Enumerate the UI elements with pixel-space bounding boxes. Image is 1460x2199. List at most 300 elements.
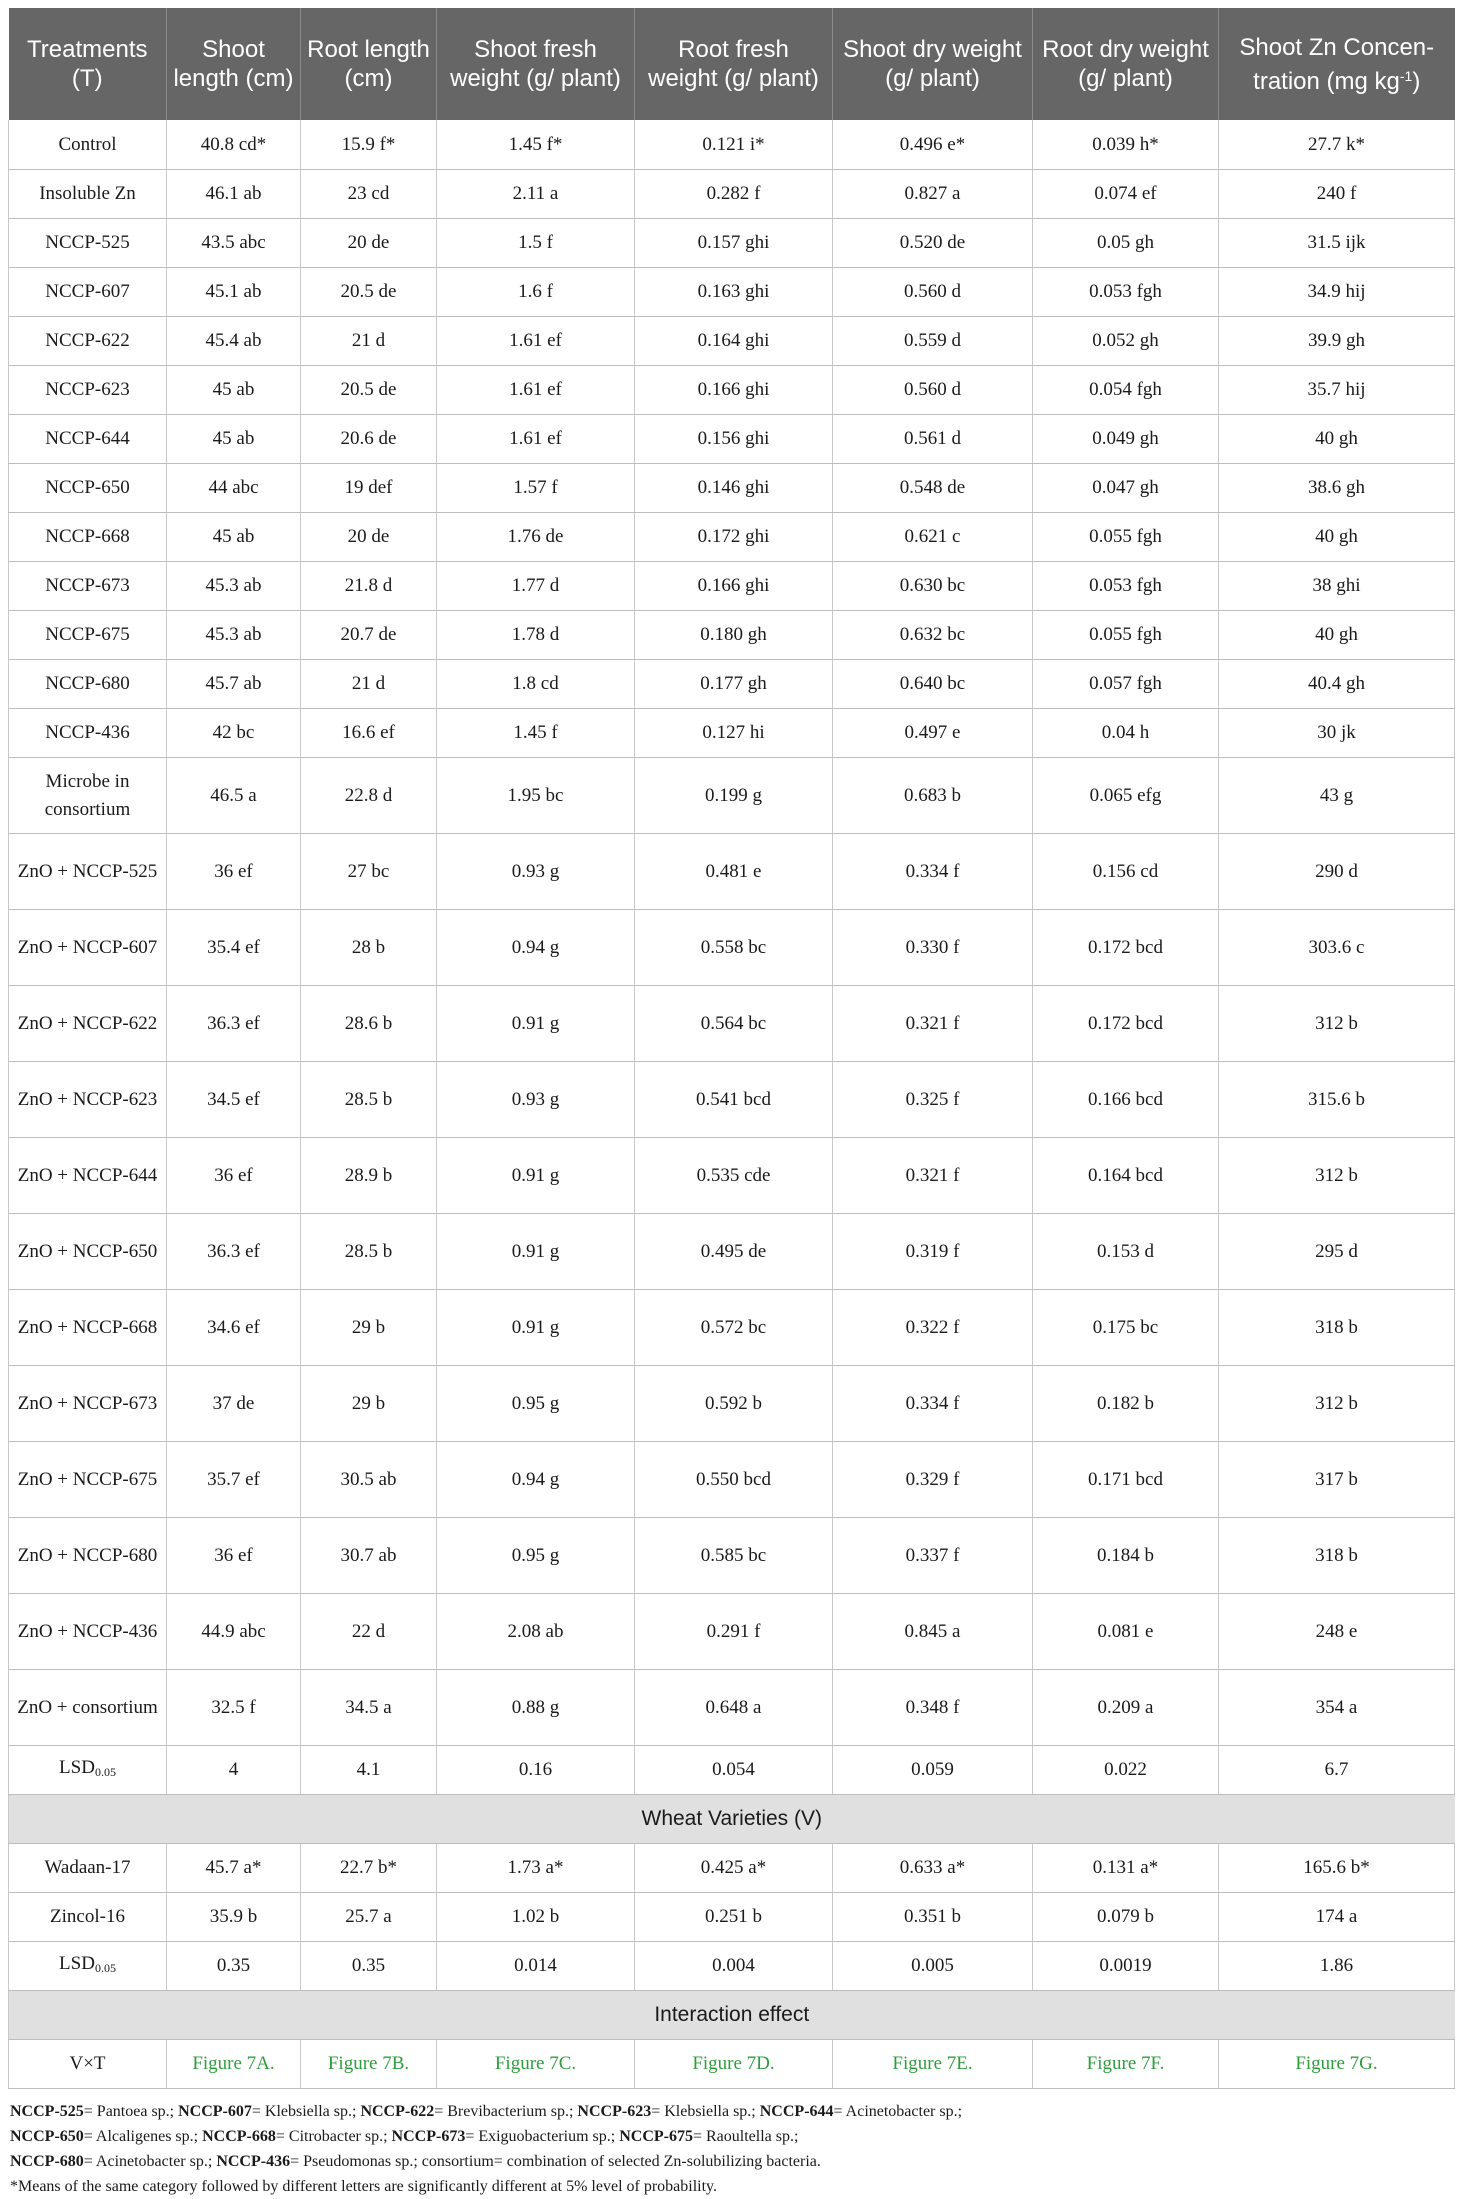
cell-root-fresh-weight: 0.146 ghi <box>635 464 833 513</box>
cell-treatment: ZnO + NCCP-680 <box>9 1518 167 1594</box>
cell-treatment: NCCP-673 <box>9 562 167 611</box>
cell-lsd-shoot-zn: 1.86 <box>1219 1942 1455 1991</box>
cell-shoot-zn: 312 b <box>1219 1138 1455 1214</box>
figure-link-root-length[interactable]: Figure 7B. <box>301 2040 437 2089</box>
strain-name: = Acinetobacter sp.; <box>833 2103 963 2120</box>
strain-name: = Brevibacterium sp.; <box>434 2103 578 2120</box>
cell-shoot-fresh-weight: 1.61 ef <box>437 415 635 464</box>
cell-root-dry-weight: 0.054 fgh <box>1033 366 1219 415</box>
cell-shoot-fresh-weight: 1.95 bc <box>437 758 635 834</box>
cell-treatment: ZnO + NCCP-607 <box>9 910 167 986</box>
cell-shoot-fresh-weight: 0.93 g <box>437 834 635 910</box>
cell-root-dry-weight: 0.05 gh <box>1033 219 1219 268</box>
cell-shoot-fresh-weight: 1.45 f <box>437 709 635 758</box>
strain-code: NCCP-673 <box>391 2128 466 2145</box>
cell-root-length: 21 d <box>301 660 437 709</box>
cell-shoot-zn: 30 jk <box>1219 709 1455 758</box>
table-row <box>9 268 1455 317</box>
cell-root-fresh-weight: 0.648 a <box>635 1670 833 1746</box>
cell-treatment: ZnO + NCCP-623 <box>9 1062 167 1138</box>
header-zn-sup: -1 <box>1399 67 1413 84</box>
strain-code: NCCP-436 <box>216 2153 291 2170</box>
cell-lsd-root-dry-weight: 0.022 <box>1033 1746 1219 1795</box>
footnote-line <box>10 2124 1454 2149</box>
strain-code: NCCP-607 <box>178 2103 252 2120</box>
cell-root-dry-weight: 0.156 cd <box>1033 834 1219 910</box>
cell-interaction-label: V×T <box>9 2040 167 2089</box>
cell-shoot-dry-weight: 0.497 e <box>833 709 1033 758</box>
figure-link-shoot-length[interactable]: Figure 7A. <box>167 2040 301 2089</box>
cell-root-dry-weight: 0.055 fgh <box>1033 611 1219 660</box>
cell-shoot-fresh-weight: 1.77 d <box>437 562 635 611</box>
cell-shoot-zn: 240 f <box>1219 170 1455 219</box>
cell-shoot-zn: 43 g <box>1219 758 1455 834</box>
cell-shoot-zn: 165.6 b* <box>1219 1844 1455 1893</box>
cell-treatment: ZnO + consortium <box>9 1670 167 1746</box>
header-zn-close: ) <box>1412 67 1421 95</box>
cell-shoot-dry-weight: 0.321 f <box>833 986 1033 1062</box>
cell-root-length: 20 de <box>301 513 437 562</box>
cell-root-fresh-weight: 0.199 g <box>635 758 833 834</box>
table-row <box>9 1214 1455 1290</box>
cell-treatment: Zincol-16 <box>9 1893 167 1942</box>
cell-shoot-zn: 312 b <box>1219 1366 1455 1442</box>
cell-shoot-fresh-weight: 0.91 g <box>437 1138 635 1214</box>
cell-treatment: ZnO + NCCP-668 <box>9 1290 167 1366</box>
section-varieties <box>9 1795 1455 1844</box>
cell-root-dry-weight: 0.053 fgh <box>1033 562 1219 611</box>
cell-lsd-shoot-length: 0.35 <box>167 1942 301 1991</box>
figure-link-root-fresh-weight[interactable]: Figure 7D. <box>635 2040 833 2089</box>
cell-lsd-shoot-zn: 6.7 <box>1219 1746 1455 1795</box>
cell-shoot-dry-weight: 0.496 e* <box>833 120 1033 170</box>
cell-root-dry-weight: 0.047 gh <box>1033 464 1219 513</box>
cell-shoot-fresh-weight: 0.95 g <box>437 1366 635 1442</box>
cell-root-length: 20.7 de <box>301 611 437 660</box>
cell-root-dry-weight: 0.209 a <box>1033 1670 1219 1746</box>
cell-root-fresh-weight: 0.550 bcd <box>635 1442 833 1518</box>
cell-shoot-zn: 295 d <box>1219 1214 1455 1290</box>
table-row <box>9 986 1455 1062</box>
strain-name: = Pseudomonas sp.; consortium= combination of selected Zn-solubilizing bacteria. <box>290 2153 821 2170</box>
cell-shoot-fresh-weight: 1.73 a* <box>437 1844 635 1893</box>
cell-shoot-fresh-weight: 1.45 f* <box>437 120 635 170</box>
cell-shoot-length: 37 de <box>167 1366 301 1442</box>
cell-shoot-zn: 290 d <box>1219 834 1455 910</box>
lsd-subscript: 0.05 <box>94 1765 116 1779</box>
cell-root-fresh-weight: 0.291 f <box>635 1594 833 1670</box>
lsd-label: LSD <box>59 1757 95 1778</box>
cell-root-dry-weight: 0.166 bcd <box>1033 1062 1219 1138</box>
strain-name: = Acinetobacter sp.; <box>83 2153 217 2170</box>
cell-root-length: 30.7 ab <box>301 1518 437 1594</box>
cell-lsd-shoot-fresh-weight: 0.16 <box>437 1746 635 1795</box>
cell-treatment: Control <box>9 120 167 170</box>
cell-treatment: NCCP-623 <box>9 366 167 415</box>
cell-shoot-dry-weight: 0.560 d <box>833 366 1033 415</box>
cell-root-length: 21.8 d <box>301 562 437 611</box>
figure-link-shoot-dry-weight[interactable]: Figure 7E. <box>833 2040 1033 2089</box>
cell-root-dry-weight: 0.053 fgh <box>1033 268 1219 317</box>
table-body <box>9 120 1455 2089</box>
cell-root-dry-weight: 0.182 b <box>1033 1366 1219 1442</box>
figure-link-shoot-fresh-weight[interactable]: Figure 7C. <box>437 2040 635 2089</box>
cell-treatment: ZnO + NCCP-436 <box>9 1594 167 1670</box>
table-row <box>9 170 1455 219</box>
cell-root-length: 28.5 b <box>301 1062 437 1138</box>
table-row <box>9 709 1455 758</box>
cell-shoot-zn: 312 b <box>1219 986 1455 1062</box>
cell-shoot-fresh-weight: 0.94 g <box>437 910 635 986</box>
cell-shoot-dry-weight: 0.640 bc <box>833 660 1033 709</box>
cell-shoot-length: 34.6 ef <box>167 1290 301 1366</box>
cell-root-dry-weight: 0.081 e <box>1033 1594 1219 1670</box>
strain-code: NCCP-525 <box>10 2103 84 2120</box>
table-row <box>9 1893 1455 1942</box>
cell-treatment: ZnO + NCCP-525 <box>9 834 167 910</box>
cell-shoot-dry-weight: 0.683 b <box>833 758 1033 834</box>
cell-root-fresh-weight: 0.121 i* <box>635 120 833 170</box>
cell-treatment: ZnO + NCCP-675 <box>9 1442 167 1518</box>
cell-shoot-zn: 315.6 b <box>1219 1062 1455 1138</box>
cell-shoot-zn: 318 b <box>1219 1290 1455 1366</box>
cell-root-fresh-weight: 0.572 bc <box>635 1290 833 1366</box>
cell-shoot-length: 45.1 ab <box>167 268 301 317</box>
cell-shoot-length: 46.1 ab <box>167 170 301 219</box>
cell-treatment: ZnO + NCCP-650 <box>9 1214 167 1290</box>
table-row <box>9 660 1455 709</box>
cell-root-length: 20.5 de <box>301 366 437 415</box>
cell-lsd-root-fresh-weight: 0.004 <box>635 1942 833 1991</box>
cell-shoot-zn: 318 b <box>1219 1518 1455 1594</box>
lsd-subscript: 0.05 <box>94 1961 116 1975</box>
cell-shoot-dry-weight: 0.348 f <box>833 1670 1033 1746</box>
cell-shoot-fresh-weight: 0.95 g <box>437 1518 635 1594</box>
cell-shoot-zn: 31.5 ijk <box>1219 219 1455 268</box>
cell-root-fresh-weight: 0.127 hi <box>635 709 833 758</box>
cell-shoot-length: 43.5 abc <box>167 219 301 268</box>
table-row <box>9 219 1455 268</box>
cell-root-dry-weight: 0.171 bcd <box>1033 1442 1219 1518</box>
cell-shoot-length: 36.3 ef <box>167 986 301 1062</box>
strain-name: = Klebsiella sp.; <box>251 2103 361 2120</box>
cell-shoot-length: 45 ab <box>167 366 301 415</box>
cell-treatment: NCCP-675 <box>9 611 167 660</box>
cell-treatment: NCCP-622 <box>9 317 167 366</box>
strain-name: = Raoultella sp.; <box>692 2128 799 2145</box>
cell-shoot-dry-weight: 0.337 f <box>833 1518 1033 1594</box>
cell-shoot-fresh-weight: 0.91 g <box>437 1214 635 1290</box>
strain-code: NCCP-675 <box>619 2128 693 2145</box>
cell-shoot-zn: 317 b <box>1219 1442 1455 1518</box>
cell-shoot-length: 42 bc <box>167 709 301 758</box>
cell-shoot-dry-weight: 0.329 f <box>833 1442 1033 1518</box>
cell-root-dry-weight: 0.175 bc <box>1033 1290 1219 1366</box>
cell-root-fresh-weight: 0.164 ghi <box>635 317 833 366</box>
cell-lsd-root-length: 0.35 <box>301 1942 437 1991</box>
footnote-line <box>10 2149 1454 2174</box>
cell-shoot-fresh-weight: 0.94 g <box>437 1442 635 1518</box>
cell-shoot-fresh-weight: 1.5 f <box>437 219 635 268</box>
table-row <box>9 1366 1455 1442</box>
header-shoot-fresh-weight: Shoot fresh weight (g/ plant) <box>437 8 635 120</box>
cell-root-length: 22.8 d <box>301 758 437 834</box>
cell-root-length: 15.9 f* <box>301 120 437 170</box>
cell-root-dry-weight: 0.164 bcd <box>1033 1138 1219 1214</box>
cell-shoot-length: 32.5 f <box>167 1670 301 1746</box>
cell-shoot-dry-weight: 0.633 a* <box>833 1844 1033 1893</box>
cell-treatment: NCCP-525 <box>9 219 167 268</box>
table-row <box>9 464 1455 513</box>
cell-root-length: 20 de <box>301 219 437 268</box>
cell-shoot-zn: 174 a <box>1219 1893 1455 1942</box>
cell-root-fresh-weight: 0.282 f <box>635 170 833 219</box>
table-row <box>9 1138 1455 1214</box>
cell-shoot-dry-weight: 0.845 a <box>833 1594 1033 1670</box>
cell-treatment: Wadaan-17 <box>9 1844 167 1893</box>
cell-shoot-length: 34.5 ef <box>167 1062 301 1138</box>
cell-shoot-zn: 38.6 gh <box>1219 464 1455 513</box>
cell-treatment: Microbe in consortium <box>9 758 167 834</box>
cell-treatment: Insoluble Zn <box>9 170 167 219</box>
cell-root-fresh-weight: 0.592 b <box>635 1366 833 1442</box>
table-row <box>9 366 1455 415</box>
header-treatments: Treatments (T) <box>9 8 167 120</box>
cell-root-dry-weight: 0.039 h* <box>1033 120 1219 170</box>
cell-shoot-fresh-weight: 1.02 b <box>437 1893 635 1942</box>
cell-root-length: 28.5 b <box>301 1214 437 1290</box>
cell-shoot-fresh-weight: 1.78 d <box>437 611 635 660</box>
cell-shoot-dry-weight: 0.560 d <box>833 268 1033 317</box>
cell-root-dry-weight: 0.074 ef <box>1033 170 1219 219</box>
cell-root-dry-weight: 0.057 fgh <box>1033 660 1219 709</box>
cell-shoot-dry-weight: 0.351 b <box>833 1893 1033 1942</box>
cell-shoot-zn: 39.9 gh <box>1219 317 1455 366</box>
cell-treatment: NCCP-668 <box>9 513 167 562</box>
cell-shoot-fresh-weight: 0.88 g <box>437 1670 635 1746</box>
cell-shoot-dry-weight: 0.321 f <box>833 1138 1033 1214</box>
cell-root-fresh-weight: 0.495 de <box>635 1214 833 1290</box>
cell-shoot-length: 45.7 a* <box>167 1844 301 1893</box>
strain-name: = Exiguobacterium sp.; <box>465 2128 620 2145</box>
strain-name: = Klebsiella sp.; <box>651 2103 760 2120</box>
cell-root-fresh-weight: 0.425 a* <box>635 1844 833 1893</box>
cell-lsd-shoot-dry-weight: 0.059 <box>833 1746 1033 1795</box>
section-interaction-label: Interaction effect <box>9 1991 1455 2040</box>
cell-root-dry-weight: 0.131 a* <box>1033 1844 1219 1893</box>
table-row <box>9 415 1455 464</box>
table-row <box>9 611 1455 660</box>
cell-shoot-fresh-weight: 2.08 ab <box>437 1594 635 1670</box>
strain-code: NCCP-668 <box>202 2128 276 2145</box>
cell-root-fresh-weight: 0.558 bc <box>635 910 833 986</box>
cell-root-fresh-weight: 0.177 gh <box>635 660 833 709</box>
header-shoot-dry-weight: Shoot dry weight (g/ plant) <box>833 8 1033 120</box>
cell-shoot-zn: 35.7 hij <box>1219 366 1455 415</box>
cell-root-length: 16.6 ef <box>301 709 437 758</box>
cell-root-dry-weight: 0.055 fgh <box>1033 513 1219 562</box>
cell-shoot-length: 36 ef <box>167 834 301 910</box>
cell-shoot-dry-weight: 0.319 f <box>833 1214 1033 1290</box>
interaction-row <box>9 2040 1455 2089</box>
cell-shoot-dry-weight: 0.325 f <box>833 1062 1033 1138</box>
header-root-fresh-weight: Root fresh weight (g/ plant) <box>635 8 833 120</box>
cell-root-fresh-weight: 0.163 ghi <box>635 268 833 317</box>
cell-shoot-length: 35.7 ef <box>167 1442 301 1518</box>
cell-shoot-fresh-weight: 1.6 f <box>437 268 635 317</box>
cell-shoot-zn: 40.4 gh <box>1219 660 1455 709</box>
table-row <box>9 1844 1455 1893</box>
cell-root-dry-weight: 0.04 h <box>1033 709 1219 758</box>
cell-shoot-fresh-weight: 0.91 g <box>437 986 635 1062</box>
results-table-container <box>8 8 1454 2199</box>
cell-root-length: 27 bc <box>301 834 437 910</box>
cell-shoot-fresh-weight: 1.8 cd <box>437 660 635 709</box>
cell-shoot-fresh-weight: 0.91 g <box>437 1290 635 1366</box>
figure-link-shoot-zn[interactable]: Figure 7G. <box>1219 2040 1455 2089</box>
cell-shoot-length: 45.7 ab <box>167 660 301 709</box>
cell-root-length: 22.7 b* <box>301 1844 437 1893</box>
table-row <box>9 1062 1455 1138</box>
table-row <box>9 513 1455 562</box>
cell-root-fresh-weight: 0.166 ghi <box>635 366 833 415</box>
strain-code: NCCP-650 <box>10 2128 84 2145</box>
cell-root-length: 28.6 b <box>301 986 437 1062</box>
figure-link-root-dry-weight[interactable]: Figure 7F. <box>1033 2040 1219 2089</box>
strain-code: NCCP-680 <box>10 2153 84 2170</box>
cell-root-fresh-weight: 0.172 ghi <box>635 513 833 562</box>
cell-shoot-dry-weight: 0.334 f <box>833 834 1033 910</box>
cell-root-fresh-weight: 0.535 cde <box>635 1138 833 1214</box>
cell-shoot-dry-weight: 0.561 d <box>833 415 1033 464</box>
footnote-line <box>10 2099 1454 2124</box>
cell-root-length: 22 d <box>301 1594 437 1670</box>
table-row <box>9 562 1455 611</box>
cell-shoot-zn: 38 ghi <box>1219 562 1455 611</box>
cell-shoot-dry-weight: 0.322 f <box>833 1290 1033 1366</box>
cell-root-fresh-weight: 0.156 ghi <box>635 415 833 464</box>
cell-root-length: 20.5 de <box>301 268 437 317</box>
cell-treatment: ZnO + NCCP-644 <box>9 1138 167 1214</box>
cell-root-fresh-weight: 0.180 gh <box>635 611 833 660</box>
table-row <box>9 1290 1455 1366</box>
strain-name: = Pantoea sp.; <box>83 2103 179 2120</box>
cell-root-fresh-weight: 0.157 ghi <box>635 219 833 268</box>
cell-treatment: NCCP-644 <box>9 415 167 464</box>
cell-shoot-dry-weight: 0.520 de <box>833 219 1033 268</box>
table-row <box>9 120 1455 170</box>
cell-root-fresh-weight: 0.251 b <box>635 1893 833 1942</box>
cell-shoot-zn: 34.9 hij <box>1219 268 1455 317</box>
cell-shoot-length: 36 ef <box>167 1518 301 1594</box>
cell-shoot-fresh-weight: 1.57 f <box>437 464 635 513</box>
table-row <box>9 910 1455 986</box>
cell-shoot-length: 45.4 ab <box>167 317 301 366</box>
table-row <box>9 758 1455 834</box>
cell-shoot-zn: 40 gh <box>1219 513 1455 562</box>
cell-shoot-dry-weight: 0.632 bc <box>833 611 1033 660</box>
cell-root-fresh-weight: 0.166 ghi <box>635 562 833 611</box>
cell-root-dry-weight: 0.065 efg <box>1033 758 1219 834</box>
cell-shoot-zn: 248 e <box>1219 1594 1455 1670</box>
cell-shoot-length: 46.5 a <box>167 758 301 834</box>
footnotes <box>8 2099 1454 2199</box>
cell-lsd-label <box>9 1746 167 1795</box>
results-table <box>8 8 1455 2089</box>
cell-root-length: 34.5 a <box>301 1670 437 1746</box>
cell-shoot-zn: 354 a <box>1219 1670 1455 1746</box>
header-row <box>9 8 1455 120</box>
cell-root-length: 30.5 ab <box>301 1442 437 1518</box>
cell-shoot-fresh-weight: 2.11 a <box>437 170 635 219</box>
cell-shoot-length: 40.8 cd* <box>167 120 301 170</box>
table-row <box>9 1594 1455 1670</box>
cell-root-length: 25.7 a <box>301 1893 437 1942</box>
cell-lsd-label <box>9 1942 167 1991</box>
table-row <box>9 834 1455 910</box>
cell-root-length: 29 b <box>301 1290 437 1366</box>
cell-treatment: NCCP-607 <box>9 268 167 317</box>
cell-lsd-root-fresh-weight: 0.054 <box>635 1746 833 1795</box>
cell-treatment: NCCP-680 <box>9 660 167 709</box>
strain-name: = Citrobacter sp.; <box>275 2128 392 2145</box>
strain-name: = Alcaligenes sp.; <box>83 2128 203 2145</box>
cell-shoot-length: 44.9 abc <box>167 1594 301 1670</box>
cell-shoot-dry-weight: 0.330 f <box>833 910 1033 986</box>
cell-root-dry-weight: 0.052 gh <box>1033 317 1219 366</box>
cell-shoot-zn: 27.7 k* <box>1219 120 1455 170</box>
cell-shoot-fresh-weight: 1.61 ef <box>437 317 635 366</box>
cell-root-fresh-weight: 0.585 bc <box>635 1518 833 1594</box>
cell-shoot-zn: 40 gh <box>1219 415 1455 464</box>
header-shoot-length: Shoot length (cm) <box>167 8 301 120</box>
header-root-dry-weight: Root dry weight (g/ plant) <box>1033 8 1219 120</box>
cell-shoot-length: 35.4 ef <box>167 910 301 986</box>
table-row <box>9 1518 1455 1594</box>
cell-lsd-shoot-fresh-weight: 0.014 <box>437 1942 635 1991</box>
cell-root-length: 28.9 b <box>301 1138 437 1214</box>
section-varieties-label: Wheat Varieties (V) <box>9 1795 1455 1844</box>
cell-shoot-fresh-weight: 1.76 de <box>437 513 635 562</box>
table-row <box>9 1670 1455 1746</box>
cell-lsd-root-length: 4.1 <box>301 1746 437 1795</box>
lsd-label: LSD <box>59 1953 95 1974</box>
cell-shoot-length: 44 abc <box>167 464 301 513</box>
cell-shoot-length: 36.3 ef <box>167 1214 301 1290</box>
cell-root-dry-weight: 0.172 bcd <box>1033 910 1219 986</box>
cell-root-dry-weight: 0.049 gh <box>1033 415 1219 464</box>
header-root-length: Root length (cm) <box>301 8 437 120</box>
cell-root-length: 20.6 de <box>301 415 437 464</box>
cell-root-length: 23 cd <box>301 170 437 219</box>
cell-shoot-length: 45 ab <box>167 415 301 464</box>
cell-root-length: 28 b <box>301 910 437 986</box>
cell-lsd-shoot-dry-weight: 0.005 <box>833 1942 1033 1991</box>
cell-root-dry-weight: 0.172 bcd <box>1033 986 1219 1062</box>
strain-code: NCCP-623 <box>577 2103 652 2120</box>
cell-shoot-dry-weight: 0.630 bc <box>833 562 1033 611</box>
strain-code: NCCP-644 <box>759 2103 834 2120</box>
cell-root-length: 21 d <box>301 317 437 366</box>
cell-shoot-zn: 40 gh <box>1219 611 1455 660</box>
cell-lsd-shoot-length: 4 <box>167 1746 301 1795</box>
cell-treatment: ZnO + NCCP-622 <box>9 986 167 1062</box>
cell-root-dry-weight: 0.079 b <box>1033 1893 1219 1942</box>
footnote-significance: *Means of the same category followed by different letters are significantly different at 5% level of probability. <box>10 2178 718 2195</box>
cell-shoot-dry-weight: 0.548 de <box>833 464 1033 513</box>
cell-shoot-dry-weight: 0.559 d <box>833 317 1033 366</box>
cell-shoot-dry-weight: 0.334 f <box>833 1366 1033 1442</box>
